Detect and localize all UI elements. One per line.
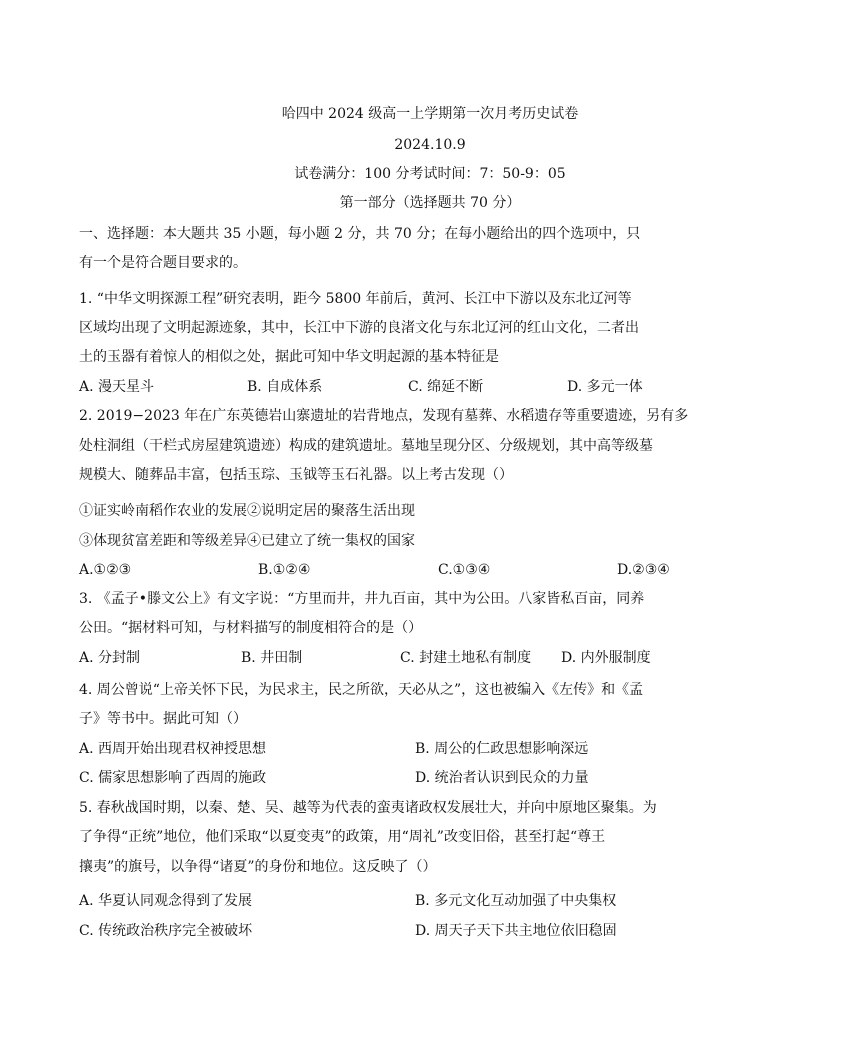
option-c[interactable]: C. 绵延不断 — [408, 379, 484, 395]
option-a[interactable]: A. 西周开始出现君权神授思想 — [79, 741, 267, 757]
question-text-line: 了争得“正统”地位，他们采取“以夏变夷”的政策，用“周礼”改变旧俗，甚至打起“尊王 — [79, 829, 606, 845]
part-heading: 第一部分（选择题共 70 分） — [339, 195, 521, 211]
question-text-line: 规模大、随葬品丰富，包括玉琮、玉钺等玉石礼器。以上考古发现（） — [79, 467, 513, 483]
option-d[interactable]: D. 周天子天下共主地位依旧稳固 — [415, 923, 617, 939]
question-text-line: 3. 《孟子•滕文公上》有文字说：“方里而井，井九百亩，其中为公田。八家皆私百亩，同养 — [79, 591, 645, 607]
exam-title: 哈四中 2024 级高一上学期第一次月考历史试卷 — [281, 106, 579, 122]
option-a[interactable]: A. 分封制 — [79, 650, 141, 666]
section-instructions-line: 一、选择题：本大题共 35 小题，每小题 2 分，共 70 分；在每小题给出的四个选项中，只 — [79, 226, 641, 242]
option-a[interactable]: A. 华夏认同观念得到了发展 — [79, 893, 253, 909]
exam-date: 2024.10.9 — [394, 137, 466, 153]
question-text-line: 土的玉器有着惊人的相似之处，据此可知中华文明起源的基本特征是 — [79, 349, 499, 365]
option-c[interactable]: C. 封建土地私有制度 — [400, 650, 532, 666]
question-text-line: 4. 周公曾说“上帝关怀下民，为民求主，民之所欲，天必从之”，这也被编入《左传》和《孟 — [79, 682, 644, 698]
statement-line: ①证实岭南稻作农业的发展②说明定居的聚落生活出现 — [79, 503, 415, 519]
option-a[interactable]: A. 漫天星斗 — [79, 379, 155, 395]
question-text-line: 2. 2019−2023 年在广东英德岩山寨遗址的岩背地点，发现有墓葬、水稻遗存等重要遗迹，另有多 — [79, 408, 689, 424]
option-d[interactable]: D.②③④ — [617, 562, 670, 578]
question-text-line: 处柱洞组（干栏式房屋建筑遗迹）构成的建筑遗址。墓地呈现分区、分级规划，其中高等级墓 — [79, 438, 653, 454]
question-text-line: 区域均出现了文明起源迹象，其中，长江中下游的良渚文化与东北辽河的红山文化，二者出 — [79, 320, 639, 336]
option-d[interactable]: D. 内外服制度 — [561, 650, 651, 666]
option-d[interactable]: D. 统治者认识到民众的力量 — [415, 770, 589, 786]
option-b[interactable]: B. 多元文化互动加强了中央集权 — [415, 893, 617, 909]
statement-line: ③体现贫富差距和等级差异④已建立了统一集权的国家 — [79, 533, 415, 549]
option-c[interactable]: C. 儒家思想影响了西周的施政 — [79, 770, 267, 786]
option-a[interactable]: A.①②③ — [79, 562, 132, 578]
section-instructions-line: 有一个是符合题目要求的。 — [79, 255, 247, 271]
question-text-line: 攘夷”的旗号，以争得“诸夏”的身份和地位。这反映了（） — [79, 859, 437, 875]
option-c[interactable]: C. 传统政治秩序完全被破坏 — [79, 923, 253, 939]
question-text-line: 5. 春秋战国时期，以秦、楚、吴、越等为代表的蛮夷诸政权发展壮大，并向中原地区聚集。为 — [79, 800, 657, 816]
option-d[interactable]: D. 多元一体 — [567, 379, 643, 395]
option-b[interactable]: B. 自成体系 — [247, 379, 323, 395]
option-b[interactable]: B.①②④ — [258, 562, 311, 578]
option-b[interactable]: B. 周公的仁政思想影响深远 — [415, 741, 589, 757]
question-text-line: 公田。“据材料可知，与材料描写的制度相符合的是（） — [79, 620, 423, 636]
option-b[interactable]: B. 井田制 — [241, 650, 303, 666]
question-text-line: 子》等书中。据此可知（） — [79, 711, 247, 727]
question-text-line: 1. “中华文明探源工程”研究表明，距今 5800 年前后，黄河、长江中下游以及东北辽河等 — [79, 291, 632, 307]
option-c[interactable]: C.①③④ — [438, 562, 491, 578]
exam-meta: 试卷满分：100 分考试时间：7：50-9：05 — [294, 166, 566, 182]
